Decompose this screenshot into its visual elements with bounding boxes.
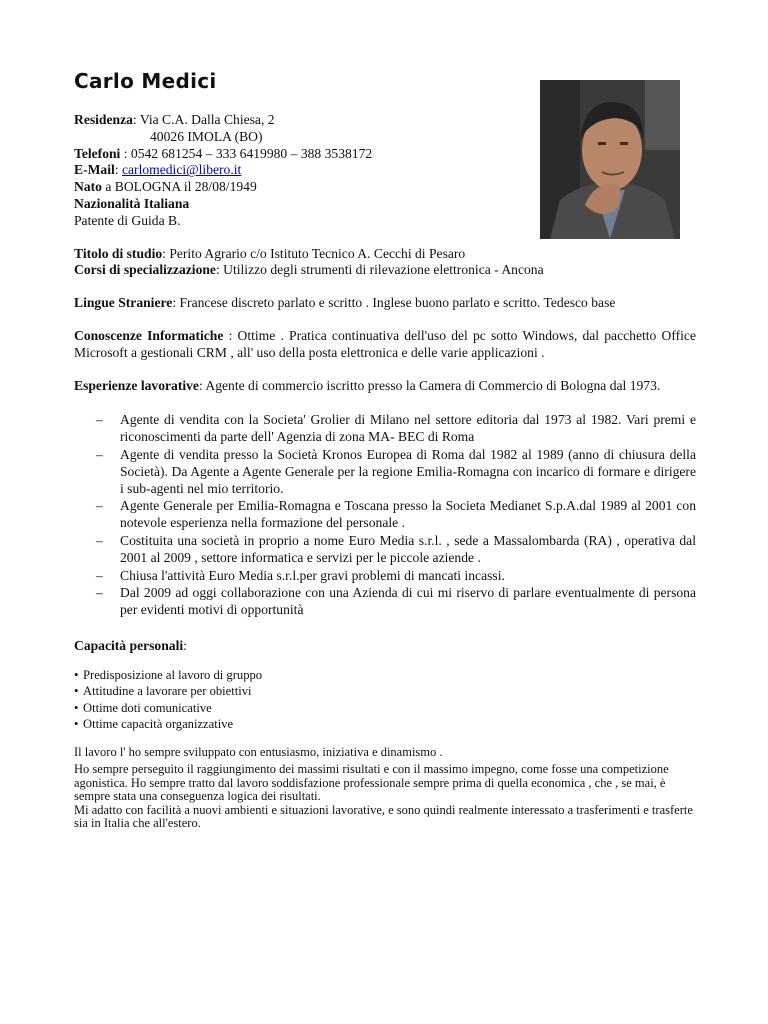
nato-line bbox=[74, 179, 696, 196]
email-line bbox=[74, 162, 696, 179]
person-name: Carlo Medici bbox=[74, 69, 217, 93]
telefoni-label: Telefoni bbox=[74, 145, 121, 161]
email-sep: : bbox=[114, 162, 122, 178]
bullet-icon: • bbox=[74, 684, 79, 699]
list-item: – Chiusa l'attività Euro Media s.r.l.per gravi problemi di mancati incassi. bbox=[96, 567, 505, 583]
lingue-label: Lingue Straniere bbox=[74, 295, 173, 311]
residenza-label: Residenza bbox=[74, 112, 133, 127]
closing-paragraphs bbox=[74, 746, 696, 831]
residenza-line bbox=[74, 112, 696, 129]
nazionalita-line: Nazionalità Italiana bbox=[74, 195, 190, 211]
telefoni-value: : 0542 681254 – 333 6419980 – 388 3538172 bbox=[120, 145, 373, 161]
nato-label: Nato bbox=[74, 179, 102, 195]
lingue-line bbox=[74, 295, 696, 312]
telefoni-line bbox=[74, 146, 696, 163]
informatiche-paragraph bbox=[74, 328, 696, 362]
patente-line: Patente di Guida B. bbox=[74, 212, 181, 228]
list-item: – Dal 2009 ad oggi collaborazione con una Azienda di cui mi riservo di parlare eventualmente di persona per evidenti motivi di opportunità bbox=[96, 585, 696, 618]
bullet-icon: • bbox=[74, 716, 79, 731]
list-item: – Agente Generale per Emilia-Romagna e Toscana presso la Societa Medianet S.p.A.dal 1989 al 2001 con notevole esperienza nella formazione del personale . bbox=[96, 498, 696, 531]
residenza-value: : Via C.A. Dalla Chiesa, 2 bbox=[132, 112, 275, 127]
capacita-heading bbox=[74, 638, 696, 655]
esperienze-value: : Agente di commercio iscritto presso la Camera di Commercio di Bologna dal 1973. bbox=[198, 377, 661, 393]
bullet-icon: • bbox=[74, 667, 79, 682]
dash-bullet: – bbox=[96, 585, 103, 601]
email-link[interactable]: carlomedici@libero.it bbox=[121, 162, 242, 178]
list-item: • Attitudine a lavorare per obiettivi bbox=[74, 684, 252, 699]
list-item: – Agente di vendita presso la Società Kronos Europea di Roma dal 1982 al 1989 (anno di chiusura della Società). Da Agente a Agente Generale per la regione Emilia-Romagna con incarico di formare e dirigere i sub-agenti nel mio territorio. bbox=[96, 446, 696, 496]
residenza-city: 40026 IMOLA (BO) bbox=[150, 128, 263, 144]
titolo-line bbox=[74, 246, 696, 263]
closing-line: Il lavoro l' ho sempre sviluppato con entusiasmo, iniziativa e dinamismo . bbox=[74, 745, 443, 760]
esperienze-paragraph bbox=[74, 378, 696, 395]
corsi-value: : Utilizzo degli strumenti di rilevazione elettronica - Ancona bbox=[215, 262, 544, 278]
email-label: E-Mail bbox=[74, 162, 115, 178]
resume-document bbox=[74, 68, 696, 831]
list-item: – Agente di vendita con la Societa' Grolier di Milano nel settore editoria dal 1973 al 1982. Vari premi e riconoscimenti da parte dell' Agenzia di zona MA- BEC di Roma bbox=[96, 412, 696, 445]
dash-bullet: – bbox=[96, 532, 103, 548]
esperienze-list bbox=[74, 412, 696, 619]
corsi-label: Corsi di specializzazione bbox=[74, 262, 216, 278]
list-item: • Ottime capacità organizzative bbox=[74, 716, 234, 731]
lingue-value: : Francese discreto parlato e scritto . Inglese buono parlato e scritto. Tedesco base bbox=[172, 295, 616, 311]
capacita-label: Capacità personali bbox=[74, 637, 184, 653]
capacita-sep: : bbox=[183, 637, 187, 653]
list-item: • Predisposizione al lavoro di gruppo bbox=[74, 667, 263, 682]
informatiche-label: Conoscenze Informatiche bbox=[74, 327, 224, 343]
list-item: • Ottime doti comunicative bbox=[74, 700, 212, 715]
dash-bullet: – bbox=[96, 412, 103, 428]
capacita-list bbox=[74, 667, 696, 733]
closing-line: Ho sempre perseguito il raggiungimento dei massimi risultati e con il massimo impegno, come fosse una competizione agonistica. Ho sempre tratto dal lavoro soddisfazione professionale sempre prima di quella economica , che , se mai, è sempre stata una conseguenza logica dei risultati. bbox=[74, 761, 669, 804]
corsi-line bbox=[74, 262, 696, 279]
dash-bullet: – bbox=[96, 446, 103, 462]
titolo-label: Titolo di studio bbox=[74, 245, 163, 261]
dash-bullet: – bbox=[96, 498, 103, 514]
bullet-icon: • bbox=[74, 700, 79, 715]
nato-value: a BOLOGNA il 28/08/1949 bbox=[101, 179, 257, 195]
informatiche-value: : Ottime . Pratica continuativa dell'uso del pc sotto Windows, dal pacchetto Office Microsoft a gestionali CRM , all' uso della posta elettronica e delle varie applicazioni . bbox=[74, 327, 696, 360]
dash-bullet: – bbox=[96, 567, 103, 583]
titolo-value: : Perito Agrario c/o Istituto Tecnico A. Cecchi di Pesaro bbox=[162, 245, 466, 261]
closing-line: Mi adatto con facilità a nuovi ambienti e situazioni lavorative, e sono quindi realmente interessato a trasferimenti e trasferte sia in Italia che all'estero. bbox=[74, 802, 693, 831]
esperienze-label: Esperienze lavorative bbox=[74, 377, 199, 393]
list-item: – Costituita una società in proprio a nome Euro Media s.r.l. , sede a Massalombarda (RA) , operativa dal 2001 al 2009 , settore informatica e servizi per le piccole aziende . bbox=[96, 532, 696, 565]
